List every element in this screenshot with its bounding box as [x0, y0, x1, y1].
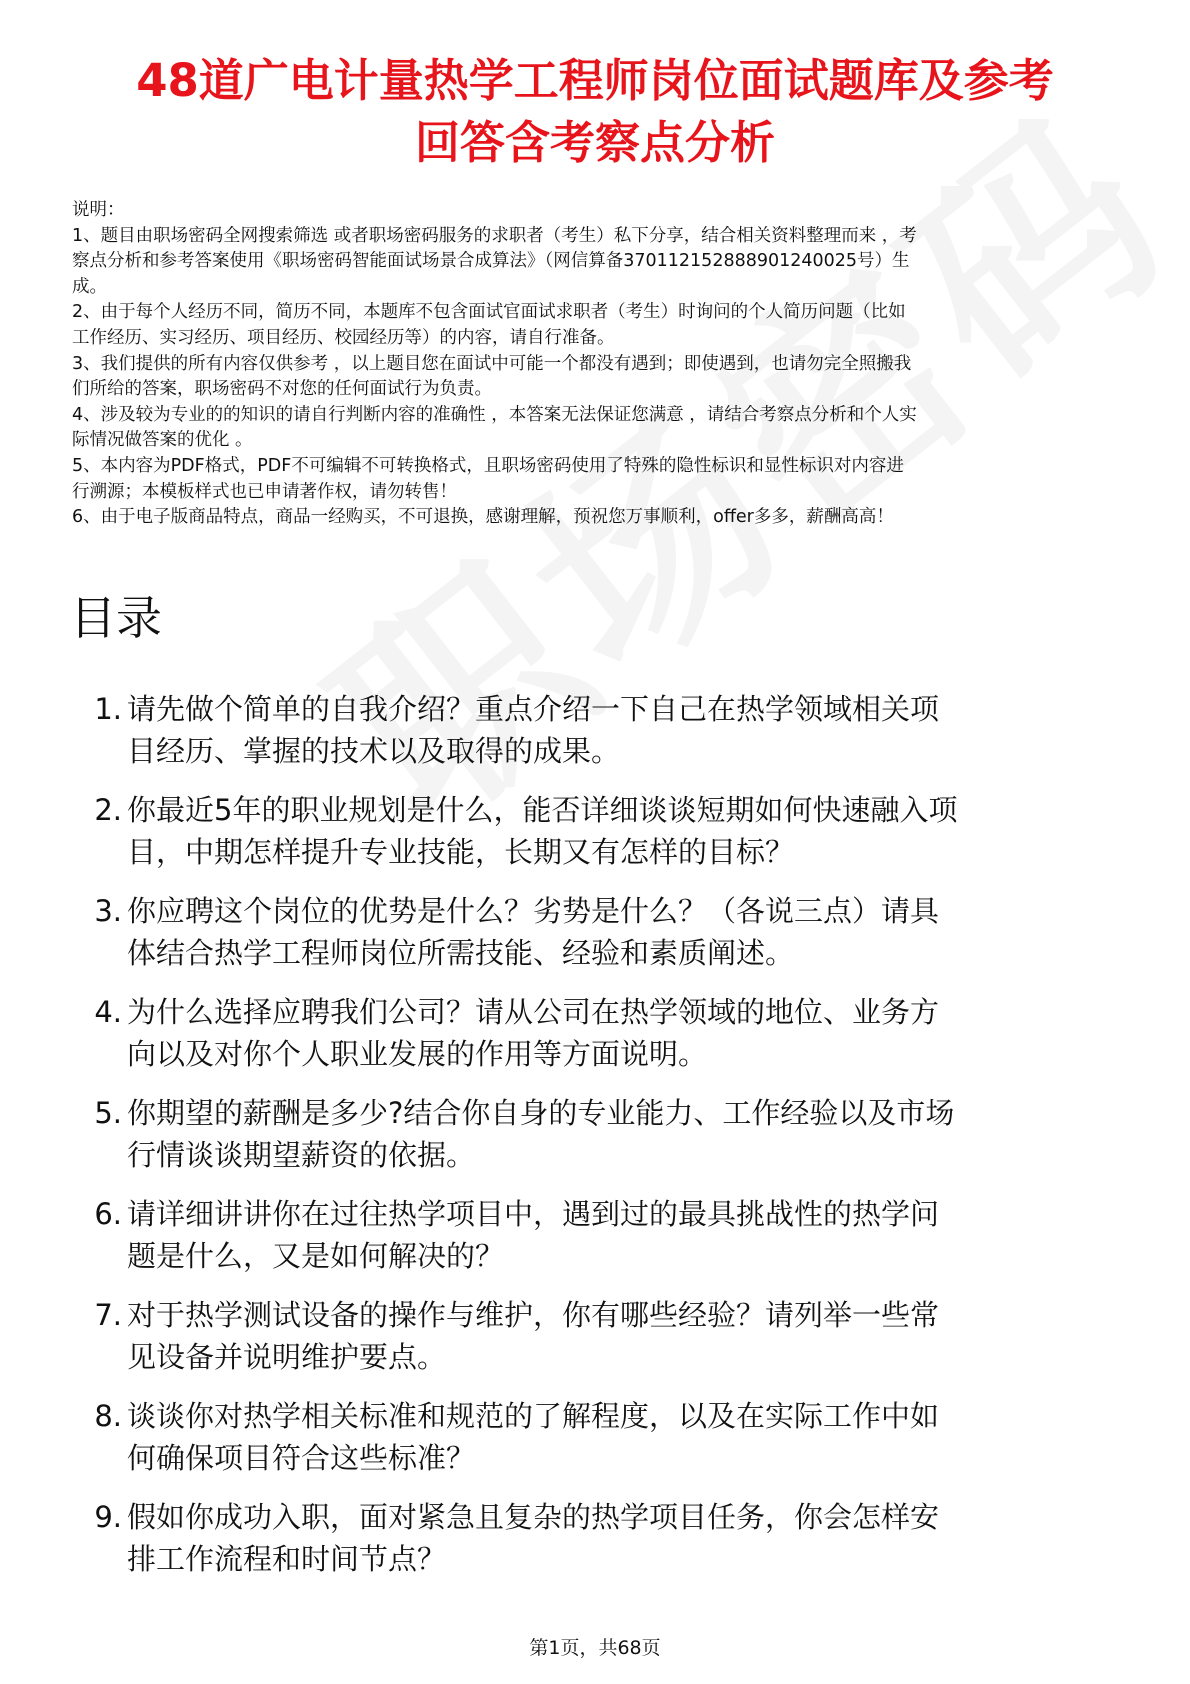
question-item[interactable] — [72, 1294, 1132, 1395]
question-line: 题是什么，又是如何解决的？ — [127, 1239, 505, 1273]
question-item[interactable] — [72, 789, 1132, 890]
question-line: 你期望的薪酬是多少?结合你自身的专业能力、工作经验以及市场 — [127, 1096, 955, 1130]
question-text — [127, 991, 1127, 1075]
question-text — [127, 890, 1127, 974]
question-number: 5. — [94, 1096, 122, 1130]
question-line: 请详细讲讲你在过往热学项目中，遇到过的最具挑战性的热学问 — [127, 1197, 940, 1231]
question-number: 9. — [94, 1500, 122, 1534]
instructions-line: 说明： — [72, 200, 125, 220]
question-item[interactable] — [72, 890, 1132, 991]
question-text — [127, 1193, 1127, 1277]
question-line: 排工作流程和时间节点？ — [127, 1542, 447, 1576]
question-number: 6. — [94, 1197, 122, 1231]
document-title — [60, 50, 1130, 174]
question-text — [127, 789, 1127, 873]
question-text — [127, 1496, 1127, 1580]
instructions-line: 5、本内容为PDF格式，PDF不可编辑不可转换格式，且职场密码使用了特殊的隐性标识和显性标识对内容进 — [72, 455, 904, 476]
question-line: 向以及对你个人职业发展的作用等方面说明。 — [127, 1037, 708, 1071]
question-line: 体结合热学工程师岗位所需技能、经验和素质阐述。 — [127, 936, 795, 970]
question-item[interactable] — [72, 1395, 1132, 1496]
question-text — [127, 1294, 1127, 1378]
instructions-line: 1、题目由职场密码全网搜索筛选 或者职场密码服务的求职者（考生）私下分享，结合相关资料整理而来 ，考 — [72, 225, 917, 246]
instructions-line: 察点分析和参考答案使用《职场密码智能面试场景合成算法》（网信算备370112152888901240025号）生 — [72, 251, 910, 272]
instructions-line: 工作经历、实习经历、项目经历、校园经历等）的内容，请自行准备。 — [72, 327, 615, 348]
instructions-line: 6、由于电子版商品特点，商品一经购买，不可退换，感谢理解，预祝您万事顺利，offer多多，薪酬高高！ — [72, 507, 894, 528]
toc-heading: 目录 — [70, 591, 162, 645]
question-line: 请先做个简单的自我介绍？重点介绍一下自己在热学领域相关项 — [127, 692, 940, 726]
question-text — [127, 1092, 1127, 1176]
question-number: 3. — [94, 894, 122, 928]
question-number: 2. — [94, 793, 122, 827]
instructions-line: 成。 — [72, 276, 107, 297]
instructions-line: 4、涉及较为专业的的知识的请自行判断内容的准确性 ，本答案无法保证您满意 ，请结合考察点分析和个人实 — [72, 404, 917, 425]
question-line: 谈谈你对热学相关标准和规范的了解程度，以及在实际工作中如 — [127, 1399, 940, 1433]
question-number: 8. — [94, 1399, 122, 1433]
question-line: 目，中期怎样提升专业技能，长期又有怎样的目标？ — [127, 835, 795, 869]
title-line-2: 回答含考察点分析 — [414, 116, 775, 169]
question-line: 见设备并说明维护要点。 — [127, 1340, 447, 1374]
question-item[interactable] — [72, 991, 1132, 1092]
page-footer: 第1页，共68页 — [529, 1637, 661, 1659]
instructions-block — [72, 198, 1122, 531]
question-number: 1. — [94, 692, 122, 726]
question-number: 4. — [94, 995, 122, 1029]
question-number: 7. — [94, 1298, 122, 1332]
question-line: 对于热学测试设备的操作与维护，你有哪些经验？请列举一些常 — [127, 1298, 940, 1332]
instructions-line: 行溯源；本模板样式也已申请著作权，请勿转售！ — [72, 481, 457, 502]
instructions-line: 们所给的答案，职场密码不对您的任何面试行为负责。 — [72, 379, 492, 400]
question-line: 假如你成功入职，面对紧急且复杂的热学项目任务，你会怎样安 — [127, 1500, 940, 1534]
title-line-1: 48道广电计量热学工程师岗位面试题库及参考 — [136, 54, 1054, 107]
instructions-line: 2、由于每个人经历不同，简历不同，本题库不包含面试官面试求职者（考生）时询问的个人简历问题（比如 — [72, 302, 906, 323]
question-item[interactable] — [72, 1496, 1132, 1597]
question-line: 何确保项目符合这些标准？ — [127, 1441, 476, 1475]
question-line: 行情谈谈期望薪资的依据。 — [127, 1138, 476, 1172]
question-item[interactable] — [72, 1092, 1132, 1193]
instructions-line: 际情况做答案的优化 。 — [72, 430, 253, 451]
question-item[interactable] — [72, 1193, 1132, 1294]
question-list — [72, 688, 1132, 1597]
question-line: 你最近5年的职业规划是什么，能否详细谈谈短期如何快速融入项 — [127, 793, 958, 827]
question-line: 为什么选择应聘我们公司？请从公司在热学领域的地位、业务方 — [127, 995, 940, 1029]
question-line: 你应聘这个岗位的优势是什么？劣势是什么？（各说三点）请具 — [127, 894, 940, 928]
question-item[interactable] — [72, 688, 1132, 789]
instructions-line: 3、我们提供的所有内容仅供参考 ，以上题目您在面试中可能一个都没有遇到；即使遇到，也请勿完全照搬我 — [72, 353, 912, 374]
question-text — [127, 688, 1127, 772]
question-line: 目经历、掌握的技术以及取得的成果。 — [127, 734, 621, 768]
question-text — [127, 1395, 1127, 1479]
